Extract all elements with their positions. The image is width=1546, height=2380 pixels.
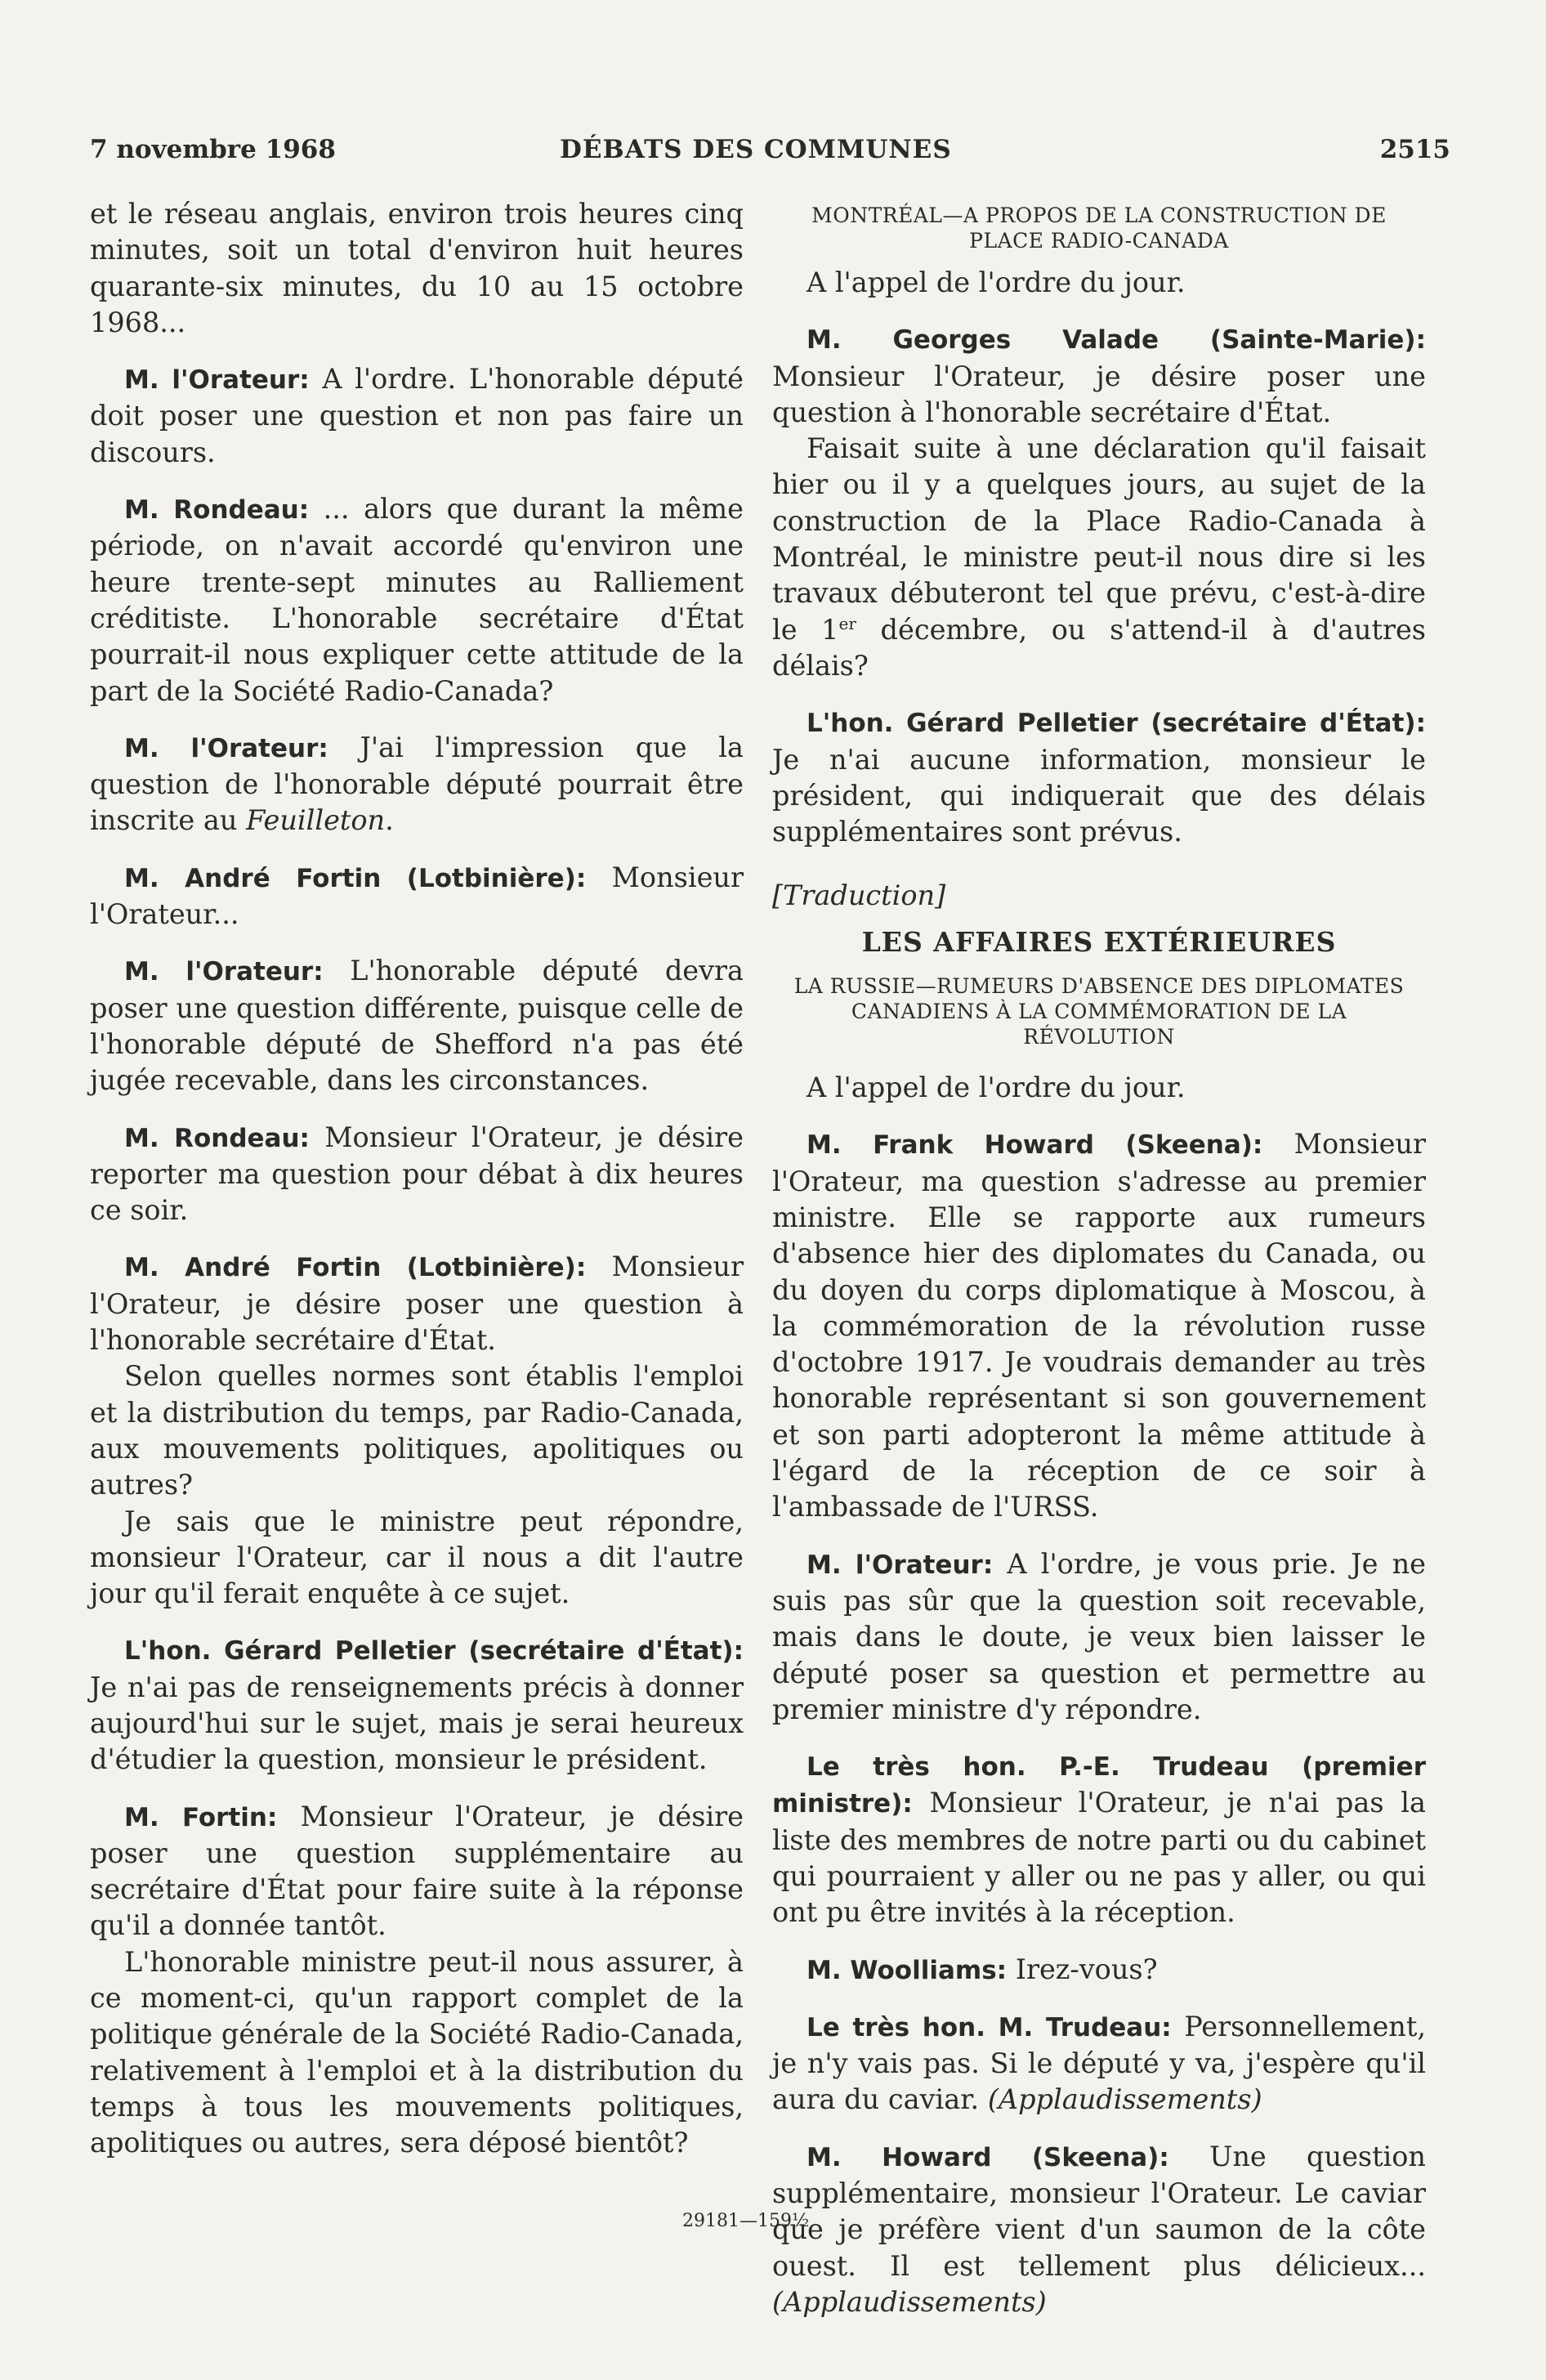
paragraph: Le très hon. M. Trudeau: Personnellement, je n'y vais pas. Si le député y va, j'espère qu'il aura du caviar. (Applaudissements) [772, 2010, 1426, 2116]
speaker: M. Georges Valade (Sainte-Marie): [807, 325, 1426, 356]
header-date: 7 novembre 1968 [90, 135, 336, 164]
right-column [772, 203, 1426, 2320]
page-header [90, 135, 1450, 176]
paragraph: M. l'Orateur: A l'ordre, je vous prie. Je ne suis pas sûr que la question soit recevable, mais dans le doute, je veux bien laisser le député poser sa question et permettre au premier ministre d'y répondre. [772, 1547, 1426, 1725]
speaker: M. Rondeau: [124, 495, 310, 526]
paragraph: M. Fortin: Monsieur l'Orateur, je désire poser une question supplémentaire au secrétaire d'État pour faire suite à la réponse qu'il a donnée tantôt. [90, 1800, 744, 1942]
paragraph: L'hon. Gérard Pelletier (secrétaire d'État): Je n'ai pas de renseignements précis à donner aujourd'hui sur le sujet, mais je serai heureux d'étudier la question, monsieur le président. [90, 1636, 744, 1776]
page-number: 2515 [1379, 135, 1450, 164]
speaker: M. André Fortin (Lotbinière): [124, 863, 587, 893]
paragraph: M. Georges Valade (Sainte-Marie): Monsieur l'Orateur, je désire poser une question à l'honorable secrétaire d'État. [772, 325, 1426, 428]
speaker: M. Fortin: [124, 1802, 278, 1832]
paragraph: L'honorable ministre peut-il nous assurer, à ce moment-ci, qu'un rapport complet de la politique générale de la Société Radio-Canada, relativement à l'emploi et à la distribution du temps à tous les mouvements politiques, apolitiques ou autres, sera déposé bientôt? [90, 1945, 744, 2159]
speaker: M. l'Orateur: [124, 733, 328, 763]
paragraph: Faisait suite à une déclaration qu'il faisait hier ou il y a quelques jours, au sujet de la construction de la Place Radio-Canada à Montréal, le ministre peut-il nous dire si les travaux débuteront tel que prévu, c'est-à-dire le 1er décembre, ou s'attend-il à d'autres délais? [772, 432, 1426, 682]
speaker: M. André Fortin (Lotbinière): [124, 1253, 587, 1283]
speaker: M. Frank Howard (Skeena): [807, 1130, 1263, 1161]
paragraph: M. Frank Howard (Skeena): Monsieur l'Orateur, ma question s'adresse au premier ministre. Elle se rapporte aux rumeurs d'absence hier des diplomates du Canada, ou du doyen du corps diplomatique à Moscou, à la commémoration de la révolution russe d'octobre 1917. Je voudrais demander au très honorable représentant si son gouvernement et son parti adopteront la même attitude à l'égard de la réception de ce soir à l'ambassade de l'URSS. [772, 1128, 1427, 1523]
paragraph: A l'appel de l'ordre du jour. [807, 1071, 1186, 1104]
paragraph: L'hon. Gérard Pelletier (secrétaire d'État): Je n'ai aucune information, monsieur le président, qui indiquerait que des délais supplémentaires sont prévus. [772, 709, 1426, 848]
paragraph: Selon quelles normes sont établis l'emploi et la distribution du temps, par Radio-Canada, aux mouvements politiques, apolitiques ou autres? [90, 1360, 744, 1501]
speaker: Le très hon. M. Trudeau: [807, 2012, 1172, 2042]
paragraph: M. Rondeau: ... alors que durant la même période, on n'avait accordé qu'environ une heure trente-sept minutes au Ralliement créditiste. L'honorable secrétaire d'État pourrait-il nous expliquer cette attitude de la part de la Société Radio-Canada? [90, 493, 744, 707]
subheading: LA RUSSIE—RUMEURS D'ABSENCE DES DIPLOMATES CANADIENS À LA COMMÉMORATION DE LA RÉVOLUTION [793, 974, 1405, 1049]
speaker: L'hon. Gérard Pelletier (secrétaire d'État): [124, 1636, 744, 1666]
speaker: M. l'Orateur: [807, 1550, 994, 1580]
speaker: L'hon. Gérard Pelletier (secrétaire d'État): [807, 709, 1426, 739]
paragraph: M. l'Orateur: A l'ordre. L'honorable député doit poser une question et non pas faire un discours. [90, 363, 744, 468]
left-column [90, 196, 744, 2162]
paragraph: et le réseau anglais, environ trois heures cinq minutes, soit un total d'environ huit heures quarante-six minutes, du 10 au 15 octobre 1968... [90, 198, 744, 338]
footer-code: 29181—159½ [682, 2211, 810, 2231]
speaker: M. l'Orateur: [124, 365, 310, 396]
paragraph: M. l'Orateur: J'ai l'impression que la question de l'honorable député pourrait être inscrite au Feuilleton. [90, 731, 744, 837]
paragraph: M. l'Orateur: L'honorable député devra poser une question différente, puisque celle de l'honorable député de Shefford n'a pas été jugée recevable, dans les circonstances. [90, 955, 744, 1097]
speaker: M. Howard (Skeena): [807, 2142, 1169, 2172]
speaker: Le très hon. P.-E. Trudeau (premier ministre): [772, 1752, 1426, 1819]
translation-note: [Traduction] [772, 879, 946, 912]
speaker: M. Woolliams: [807, 1955, 1008, 1985]
paragraph: A l'appel de l'ordre du jour. [807, 266, 1186, 298]
paragraph: M. André Fortin (Lotbinière): Monsieur l'Orateur, je désire poser une question à l'honorable secrétaire d'État. [90, 1250, 744, 1357]
header-title: DÉBATS DES COMMUNES [560, 135, 952, 164]
paragraph: M. Woolliams: Irez-vous? [807, 1953, 1158, 1985]
paragraph: M. Howard (Skeena): Une question supplémentaire, monsieur l'Orateur. Le caviar que je préfère vient d'un saumon de la côte ouest. Il est tellement plus délicieux... (Applaudissements) [772, 2140, 1427, 2318]
subheading: MONTRÉAL—A PROPOS DE LA CONSTRUCTION DE PLACE RADIO-CANADA [811, 204, 1387, 253]
paragraph: Je sais que le ministre peut répondre, monsieur l'Orateur, car il nous a dit l'autre jour qu'il ferait enquête à ce sujet. [90, 1505, 744, 1610]
paragraph: Le très hon. P.-E. Trudeau (premier ministre): Monsieur l'Orateur, je n'ai pas la liste des membres de notre parti ou du cabinet qui pourraient y aller ou ne pas y aller, ou qui ont pu être invités à la réception. [772, 1752, 1426, 1929]
paragraph: M. André Fortin (Lotbinière): Monsieur l'Orateur... [90, 861, 744, 931]
paragraph: M. Rondeau: Monsieur l'Orateur, je désire reporter ma question pour débat à dix heures ce soir. [90, 1121, 744, 1227]
speaker: M. Rondeau: [124, 1123, 310, 1153]
speaker: M. l'Orateur: [124, 957, 324, 987]
section-heading: LES AFFAIRES EXTÉRIEURES [861, 925, 1337, 958]
